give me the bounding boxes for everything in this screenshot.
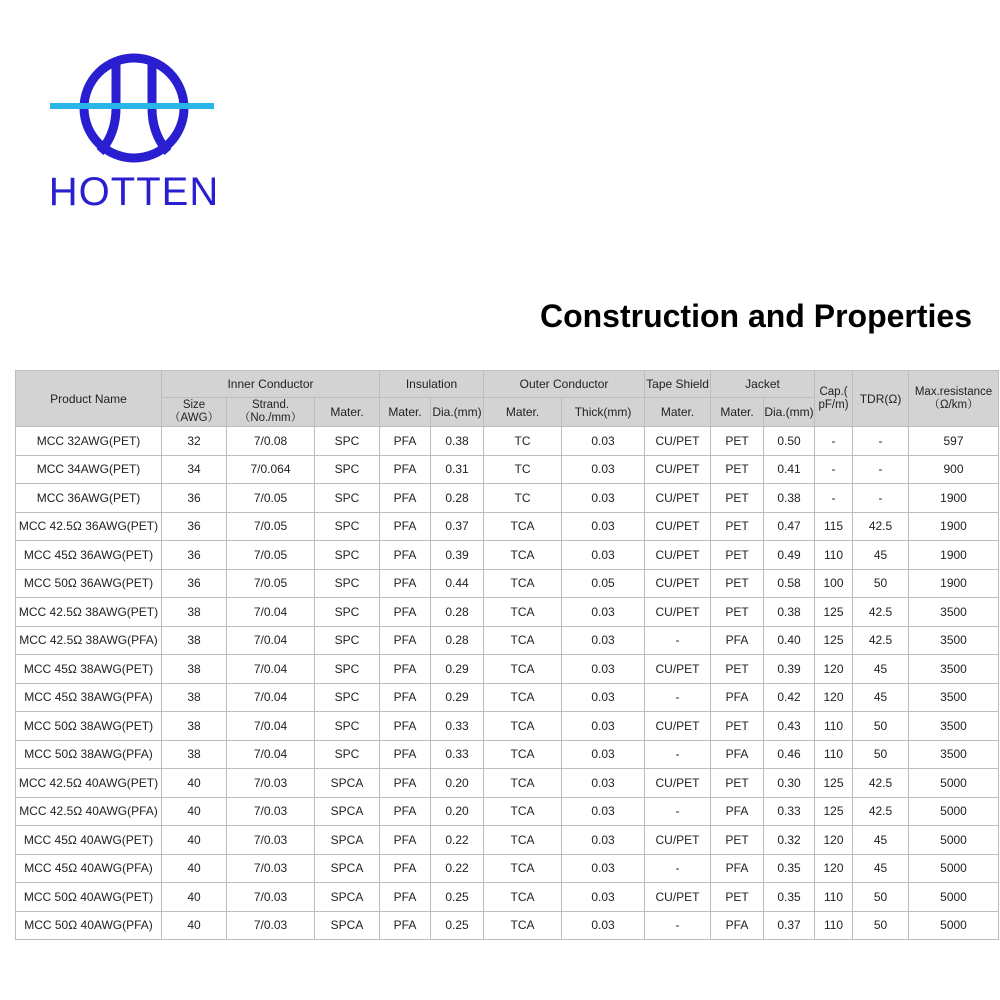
table-row (16, 797, 999, 826)
cell-jacket-dia: 0.33 (764, 797, 815, 826)
header-max-resistance: Max.resistance （Ω/km） (909, 371, 999, 427)
cell-tdr: 45 (853, 854, 909, 883)
cell-tdr: 42.5 (853, 512, 909, 541)
cell-insulation-mater: PFA (380, 427, 431, 456)
cell-jacket-mater: PET (711, 455, 764, 484)
cell-size: 40 (162, 769, 227, 798)
cell-outer-thick: 0.03 (562, 769, 645, 798)
cell-insulation-dia: 0.33 (431, 712, 484, 741)
cell-tape-mater: - (645, 911, 711, 940)
cell-outer-thick: 0.03 (562, 911, 645, 940)
cell-max-resistance: 900 (909, 455, 999, 484)
cell-outer-thick: 0.03 (562, 883, 645, 912)
cell-max-resistance: 5000 (909, 826, 999, 855)
cell-capacitance: - (815, 427, 853, 456)
cell-outer-thick: 0.03 (562, 712, 645, 741)
brand-name: HOTTEN (48, 170, 220, 214)
cell-strand: 7/0.03 (227, 826, 315, 855)
cell-jacket-mater: PET (711, 598, 764, 627)
cell-capacitance: 120 (815, 854, 853, 883)
cell-tdr: - (853, 427, 909, 456)
table-row (16, 626, 999, 655)
cell-tape-mater: - (645, 626, 711, 655)
cell-tape-mater: CU/PET (645, 569, 711, 598)
cell-size: 38 (162, 626, 227, 655)
cell-tape-mater: CU/PET (645, 484, 711, 513)
cell-inner-mater: SPCA (315, 769, 380, 798)
cell-tape-mater: CU/PET (645, 769, 711, 798)
cell-max-resistance: 3500 (909, 626, 999, 655)
cell-strand: 7/0.03 (227, 911, 315, 940)
cell-outer-mater: TCA (484, 740, 562, 769)
cell-jacket-dia: 0.30 (764, 769, 815, 798)
cell-insulation-dia: 0.33 (431, 740, 484, 769)
cell-tape-mater: CU/PET (645, 826, 711, 855)
header-tape-shield: Tape Shield (645, 371, 711, 398)
cell-strand: 7/0.03 (227, 883, 315, 912)
table-row (16, 769, 999, 798)
cell-product-name: MCC 34AWG(PET) (16, 455, 162, 484)
cell-size: 40 (162, 911, 227, 940)
cell-max-resistance: 3500 (909, 740, 999, 769)
cell-product-name: MCC 45Ω 36AWG(PET) (16, 541, 162, 570)
cell-outer-thick: 0.03 (562, 797, 645, 826)
cell-jacket-mater: PET (711, 569, 764, 598)
cell-tape-mater: - (645, 854, 711, 883)
cell-capacitance: 120 (815, 683, 853, 712)
cell-tdr: 42.5 (853, 626, 909, 655)
cell-outer-thick: 0.03 (562, 626, 645, 655)
cell-size: 32 (162, 427, 227, 456)
table-row (16, 854, 999, 883)
subheader-tape-mater: Mater. (645, 398, 711, 427)
cell-product-name: MCC 50Ω 38AWG(PFA) (16, 740, 162, 769)
cell-outer-thick: 0.03 (562, 427, 645, 456)
table-row (16, 883, 999, 912)
cell-tdr: 50 (853, 911, 909, 940)
cell-size: 40 (162, 854, 227, 883)
cell-jacket-mater: PFA (711, 854, 764, 883)
cell-tape-mater: - (645, 740, 711, 769)
cell-tdr: 50 (853, 712, 909, 741)
cell-jacket-mater: PET (711, 712, 764, 741)
cell-product-name: MCC 32AWG(PET) (16, 427, 162, 456)
table-row (16, 455, 999, 484)
cell-outer-mater: TC (484, 455, 562, 484)
cell-inner-mater: SPC (315, 626, 380, 655)
cell-strand: 7/0.064 (227, 455, 315, 484)
cell-tape-mater: - (645, 797, 711, 826)
cell-jacket-dia: 0.49 (764, 541, 815, 570)
cell-max-resistance: 3500 (909, 683, 999, 712)
cell-outer-mater: TCA (484, 769, 562, 798)
cell-insulation-mater: PFA (380, 911, 431, 940)
cell-outer-thick: 0.03 (562, 512, 645, 541)
cell-insulation-dia: 0.28 (431, 598, 484, 627)
cell-inner-mater: SPCA (315, 883, 380, 912)
cell-insulation-mater: PFA (380, 683, 431, 712)
cell-outer-thick: 0.03 (562, 826, 645, 855)
spec-table (15, 370, 999, 940)
cell-tdr: 45 (853, 541, 909, 570)
cell-jacket-mater: PFA (711, 911, 764, 940)
cell-size: 38 (162, 655, 227, 684)
cell-outer-mater: TC (484, 427, 562, 456)
cell-insulation-dia: 0.22 (431, 854, 484, 883)
cell-size: 36 (162, 569, 227, 598)
cell-insulation-dia: 0.25 (431, 883, 484, 912)
cell-product-name: MCC 42.5Ω 38AWG(PFA) (16, 626, 162, 655)
cell-jacket-mater: PFA (711, 683, 764, 712)
cell-jacket-mater: PET (711, 769, 764, 798)
cell-inner-mater: SPC (315, 541, 380, 570)
cell-tdr: 45 (853, 826, 909, 855)
brand-logo (44, 52, 224, 212)
cell-product-name: MCC 50Ω 38AWG(PET) (16, 712, 162, 741)
cell-outer-thick: 0.03 (562, 598, 645, 627)
cell-jacket-dia: 0.37 (764, 911, 815, 940)
cell-jacket-dia: 0.50 (764, 427, 815, 456)
cell-product-name: MCC 36AWG(PET) (16, 484, 162, 513)
cell-tdr: 42.5 (853, 598, 909, 627)
cell-tdr: - (853, 455, 909, 484)
cell-strand: 7/0.08 (227, 427, 315, 456)
cell-tape-mater: CU/PET (645, 541, 711, 570)
cell-size: 38 (162, 740, 227, 769)
header-jacket: Jacket (711, 371, 815, 398)
subheader-outer-thick: Thick(mm) (562, 398, 645, 427)
cell-strand: 7/0.05 (227, 484, 315, 513)
cell-jacket-mater: PET (711, 655, 764, 684)
cell-product-name: MCC 42.5Ω 40AWG(PET) (16, 769, 162, 798)
cell-tdr: 45 (853, 655, 909, 684)
cell-insulation-dia: 0.28 (431, 484, 484, 513)
cell-inner-mater: SPC (315, 740, 380, 769)
cell-inner-mater: SPCA (315, 854, 380, 883)
cell-max-resistance: 1900 (909, 541, 999, 570)
table-row (16, 712, 999, 741)
cell-jacket-mater: PET (711, 427, 764, 456)
cell-strand: 7/0.04 (227, 683, 315, 712)
cell-insulation-mater: PFA (380, 769, 431, 798)
cell-tdr: 50 (853, 569, 909, 598)
cell-inner-mater: SPC (315, 598, 380, 627)
cell-insulation-mater: PFA (380, 598, 431, 627)
cell-jacket-dia: 0.35 (764, 883, 815, 912)
cell-inner-mater: SPC (315, 569, 380, 598)
cell-outer-thick: 0.03 (562, 455, 645, 484)
cell-jacket-dia: 0.43 (764, 712, 815, 741)
cell-outer-thick: 0.03 (562, 655, 645, 684)
cell-jacket-dia: 0.39 (764, 655, 815, 684)
cell-inner-mater: SPC (315, 712, 380, 741)
cell-jacket-mater: PET (711, 826, 764, 855)
cell-product-name: MCC 42.5Ω 36AWG(PET) (16, 512, 162, 541)
cell-capacitance: 125 (815, 626, 853, 655)
cell-size: 38 (162, 683, 227, 712)
cell-max-resistance: 5000 (909, 883, 999, 912)
cell-inner-mater: SPC (315, 455, 380, 484)
cell-product-name: MCC 50Ω 36AWG(PET) (16, 569, 162, 598)
cell-insulation-mater: PFA (380, 455, 431, 484)
cell-outer-mater: TCA (484, 626, 562, 655)
cell-max-resistance: 5000 (909, 797, 999, 826)
subheader-inner-mater: Mater. (315, 398, 380, 427)
table-row (16, 512, 999, 541)
cell-capacitance: 125 (815, 769, 853, 798)
subheader-insulation-mater: Mater. (380, 398, 431, 427)
cell-jacket-mater: PET (711, 883, 764, 912)
cell-outer-mater: TCA (484, 883, 562, 912)
header-tdr: TDR(Ω) (853, 371, 909, 427)
cell-strand: 7/0.04 (227, 598, 315, 627)
cell-jacket-dia: 0.58 (764, 569, 815, 598)
cell-strand: 7/0.04 (227, 655, 315, 684)
cell-outer-mater: TCA (484, 683, 562, 712)
cell-inner-mater: SPC (315, 427, 380, 456)
subheader-insulation-dia: Dia.(mm) (431, 398, 484, 427)
cell-inner-mater: SPCA (315, 826, 380, 855)
cell-max-resistance: 597 (909, 427, 999, 456)
cell-insulation-mater: PFA (380, 826, 431, 855)
cell-jacket-dia: 0.46 (764, 740, 815, 769)
cell-capacitance: 110 (815, 712, 853, 741)
cell-size: 40 (162, 826, 227, 855)
cell-size: 38 (162, 598, 227, 627)
table-row (16, 655, 999, 684)
cell-outer-mater: TCA (484, 598, 562, 627)
cell-tdr: - (853, 484, 909, 513)
header-insulation: Insulation (380, 371, 484, 398)
cell-jacket-dia: 0.40 (764, 626, 815, 655)
cell-insulation-dia: 0.20 (431, 769, 484, 798)
cell-strand: 7/0.03 (227, 769, 315, 798)
cell-jacket-dia: 0.42 (764, 683, 815, 712)
cell-tape-mater: CU/PET (645, 598, 711, 627)
cell-insulation-dia: 0.20 (431, 797, 484, 826)
cell-outer-thick: 0.03 (562, 683, 645, 712)
cell-size: 36 (162, 541, 227, 570)
cell-outer-mater: TCA (484, 797, 562, 826)
subheader-size: Size （AWG） (162, 398, 227, 427)
cell-outer-mater: TCA (484, 512, 562, 541)
cell-max-resistance: 3500 (909, 712, 999, 741)
cell-outer-thick: 0.03 (562, 854, 645, 883)
cell-capacitance: 120 (815, 826, 853, 855)
cell-size: 38 (162, 712, 227, 741)
cell-insulation-mater: PFA (380, 626, 431, 655)
cell-jacket-mater: PFA (711, 740, 764, 769)
cell-strand: 7/0.03 (227, 854, 315, 883)
table-row (16, 484, 999, 513)
cell-product-name: MCC 42.5Ω 38AWG(PET) (16, 598, 162, 627)
cell-max-resistance: 5000 (909, 769, 999, 798)
cell-insulation-dia: 0.22 (431, 826, 484, 855)
table-row (16, 569, 999, 598)
cell-jacket-dia: 0.38 (764, 598, 815, 627)
cell-size: 40 (162, 883, 227, 912)
cell-tape-mater: CU/PET (645, 883, 711, 912)
cell-product-name: MCC 45Ω 38AWG(PFA) (16, 683, 162, 712)
subheader-strand: Strand. （No./mm） (227, 398, 315, 427)
cell-inner-mater: SPC (315, 484, 380, 513)
cell-strand: 7/0.04 (227, 712, 315, 741)
cell-max-resistance: 5000 (909, 911, 999, 940)
cell-insulation-mater: PFA (380, 541, 431, 570)
table-row (16, 427, 999, 456)
cell-inner-mater: SPC (315, 512, 380, 541)
cell-capacitance: 110 (815, 740, 853, 769)
cell-outer-mater: TCA (484, 854, 562, 883)
cell-jacket-mater: PET (711, 512, 764, 541)
header-capacitance: Cap.( pF/m) (815, 371, 853, 427)
cell-insulation-mater: PFA (380, 512, 431, 541)
cell-insulation-mater: PFA (380, 712, 431, 741)
cell-strand: 7/0.04 (227, 740, 315, 769)
cell-tape-mater: CU/PET (645, 512, 711, 541)
cell-insulation-mater: PFA (380, 797, 431, 826)
table-header-row (16, 371, 999, 398)
cell-outer-mater: TCA (484, 826, 562, 855)
cell-outer-thick: 0.03 (562, 740, 645, 769)
cell-tdr: 42.5 (853, 769, 909, 798)
cell-insulation-dia: 0.25 (431, 911, 484, 940)
cell-max-resistance: 1900 (909, 512, 999, 541)
table-body (16, 427, 999, 940)
cell-outer-mater: TCA (484, 541, 562, 570)
table-row (16, 826, 999, 855)
cell-tape-mater: CU/PET (645, 712, 711, 741)
cell-strand: 7/0.04 (227, 626, 315, 655)
cell-jacket-mater: PFA (711, 797, 764, 826)
cell-capacitance: - (815, 455, 853, 484)
cell-jacket-mater: PFA (711, 626, 764, 655)
table-row (16, 541, 999, 570)
cell-size: 34 (162, 455, 227, 484)
cell-max-resistance: 1900 (909, 569, 999, 598)
cell-jacket-mater: PET (711, 541, 764, 570)
cell-tape-mater: - (645, 683, 711, 712)
subheader-jacket-dia: Dia.(mm) (764, 398, 815, 427)
cell-tdr: 42.5 (853, 797, 909, 826)
cell-jacket-dia: 0.47 (764, 512, 815, 541)
cell-jacket-dia: 0.35 (764, 854, 815, 883)
cell-product-name: MCC 50Ω 40AWG(PET) (16, 883, 162, 912)
cell-outer-mater: TCA (484, 655, 562, 684)
cell-insulation-dia: 0.39 (431, 541, 484, 570)
cell-insulation-dia: 0.28 (431, 626, 484, 655)
cell-product-name: MCC 45Ω 40AWG(PFA) (16, 854, 162, 883)
cell-insulation-dia: 0.37 (431, 512, 484, 541)
cell-outer-thick: 0.05 (562, 569, 645, 598)
cell-strand: 7/0.05 (227, 541, 315, 570)
subheader-jacket-mater: Mater. (711, 398, 764, 427)
cell-insulation-dia: 0.29 (431, 683, 484, 712)
cell-max-resistance: 5000 (909, 854, 999, 883)
table-row (16, 683, 999, 712)
cell-capacitance: 125 (815, 598, 853, 627)
cell-tdr: 45 (853, 683, 909, 712)
cell-capacitance: 115 (815, 512, 853, 541)
cell-jacket-mater: PET (711, 484, 764, 513)
cell-capacitance: 125 (815, 797, 853, 826)
cell-capacitance: 110 (815, 911, 853, 940)
cell-outer-mater: TCA (484, 911, 562, 940)
page-title: Construction and Properties (539, 298, 972, 334)
cell-size: 36 (162, 512, 227, 541)
cell-tape-mater: CU/PET (645, 655, 711, 684)
cell-insulation-mater: PFA (380, 569, 431, 598)
cell-insulation-mater: PFA (380, 655, 431, 684)
cell-size: 36 (162, 484, 227, 513)
cell-outer-thick: 0.03 (562, 541, 645, 570)
cell-product-name: MCC 45Ω 38AWG(PET) (16, 655, 162, 684)
cell-tape-mater: CU/PET (645, 455, 711, 484)
cell-capacitance: 100 (815, 569, 853, 598)
cell-max-resistance: 3500 (909, 655, 999, 684)
cell-insulation-dia: 0.29 (431, 655, 484, 684)
cell-insulation-mater: PFA (380, 854, 431, 883)
cell-outer-mater: TCA (484, 569, 562, 598)
cell-capacitance: 110 (815, 541, 853, 570)
cell-product-name: MCC 42.5Ω 40AWG(PFA) (16, 797, 162, 826)
cell-inner-mater: SPC (315, 683, 380, 712)
cell-inner-mater: SPC (315, 655, 380, 684)
cell-insulation-mater: PFA (380, 883, 431, 912)
cell-insulation-dia: 0.38 (431, 427, 484, 456)
cell-outer-thick: 0.03 (562, 484, 645, 513)
cell-insulation-mater: PFA (380, 484, 431, 513)
subheader-outer-mater: Mater. (484, 398, 562, 427)
cell-insulation-mater: PFA (380, 740, 431, 769)
table-row (16, 740, 999, 769)
cell-product-name: MCC 45Ω 40AWG(PET) (16, 826, 162, 855)
brand-logo-icon (44, 52, 224, 172)
cell-insulation-dia: 0.31 (431, 455, 484, 484)
cell-capacitance: 120 (815, 655, 853, 684)
cell-product-name: MCC 50Ω 40AWG(PFA) (16, 911, 162, 940)
cell-outer-mater: TC (484, 484, 562, 513)
cell-tdr: 50 (853, 883, 909, 912)
cell-capacitance: 110 (815, 883, 853, 912)
cell-inner-mater: SPCA (315, 797, 380, 826)
cell-strand: 7/0.05 (227, 569, 315, 598)
table-row (16, 911, 999, 940)
header-product-name: Product Name (16, 371, 162, 427)
cell-inner-mater: SPCA (315, 911, 380, 940)
cell-strand: 7/0.05 (227, 512, 315, 541)
cell-size: 40 (162, 797, 227, 826)
cell-jacket-dia: 0.41 (764, 455, 815, 484)
table-row (16, 598, 999, 627)
cell-jacket-dia: 0.32 (764, 826, 815, 855)
cell-max-resistance: 3500 (909, 598, 999, 627)
cell-insulation-dia: 0.44 (431, 569, 484, 598)
header-inner-conductor: Inner Conductor (162, 371, 380, 398)
cell-strand: 7/0.03 (227, 797, 315, 826)
cell-tdr: 50 (853, 740, 909, 769)
cell-max-resistance: 1900 (909, 484, 999, 513)
cell-tape-mater: CU/PET (645, 427, 711, 456)
cell-outer-mater: TCA (484, 712, 562, 741)
header-outer-conductor: Outer Conductor (484, 371, 645, 398)
cell-jacket-dia: 0.38 (764, 484, 815, 513)
cell-capacitance: - (815, 484, 853, 513)
